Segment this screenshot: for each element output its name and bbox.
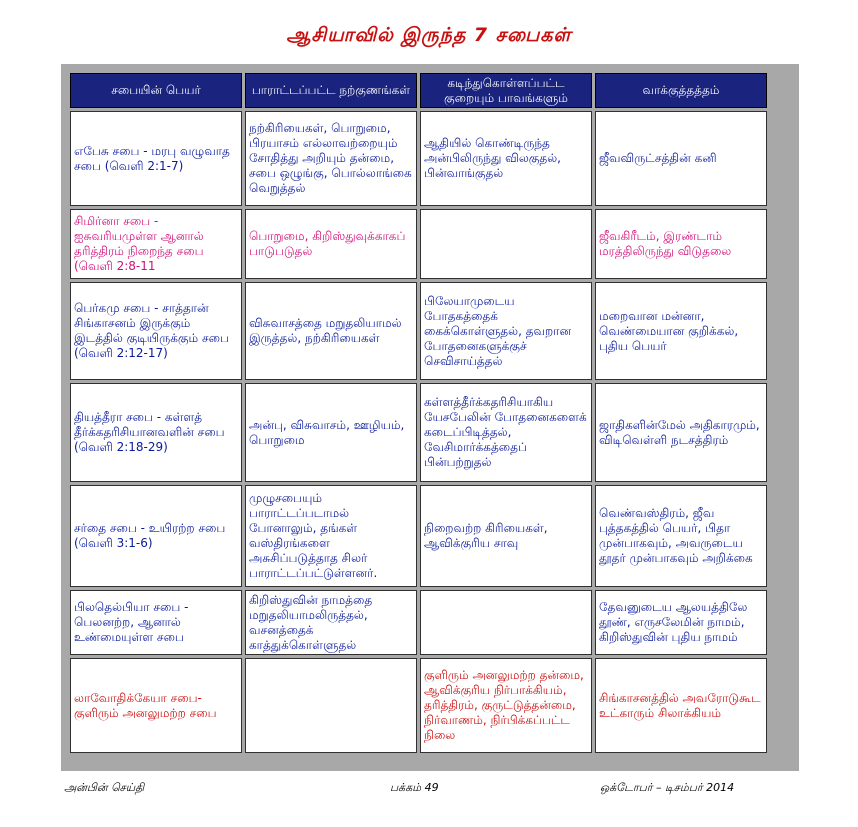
cell-promise: மறைவான மன்னா, வெண்மையான குறிக்கல், புதிய பெயர்: [595, 282, 767, 380]
cell-church-name: தியத்தீரா சபை - கள்ளத் தீர்க்கதரிசியானவளின் சபை (வெளி 2:18-29): [70, 383, 242, 482]
cell-praised: விசுவாசத்தை மறுதலியாமல் இருத்தல், நற்கிரியைகள்: [245, 282, 417, 380]
cell-rebuked: கள்ளத்தீர்க்கதரிசியாகிய யேசபேலின் போதனைகளைக் கடைப்பிடித்தல், வேசிமார்க்கத்தைப் பின்பற்றுதல்: [420, 383, 592, 482]
cell-church-name: சர்தை சபை - உயிரற்ற சபை (வெளி 3:1-6): [70, 485, 242, 587]
header-rebuked: கடிந்துகொள்ளப்பட்ட குறையும் பாவங்களும்: [420, 73, 592, 108]
cell-promise: சிங்காசனத்தில் அவரோடுகூட உட்காரும் சிலாக்கியம்: [595, 658, 767, 753]
cell-church-name: பெர்கமு சபை - சாத்தான் சிங்காசனம் இருக்கும் இடத்தில் குடியிருக்கும் சபை (வெளி 2:12-17): [70, 282, 242, 380]
table-row: [70, 485, 767, 587]
table-row: [70, 383, 767, 482]
cell-promise: ஜீவகிரீடம், இரண்டாம் மரத்திலிருந்து விடுதலை: [595, 209, 767, 279]
cell-promise: வெண்வஸ்திரம், ஜீவ புத்தகத்தில் பெயர், பிதா முன்பாகவும், அவருடைய தூதர் முன்பாகவும் அறிக்கை: [595, 485, 767, 587]
cell-praised: நற்கிரியைகள், பொறுமை, பிரயாசம் எல்லாவற்றையும் சோதித்து அறியும் தன்மை, சபை ஒழுங்கு, பொல்லாங்கை வெறுத்தல்: [245, 111, 417, 206]
header-church-name: சபையின் பெயர்: [70, 73, 242, 108]
cell-praised: அன்பு, விசுவாசம், ஊழியம், பொறுமை: [245, 383, 417, 482]
cell-praised: பொறுமை, கிறிஸ்துவுக்காகப் பாடுபடுதல்: [245, 209, 417, 279]
cell-promise: ஜீவவிருட்சத்தின் கனி: [595, 111, 767, 206]
cell-rebuked: [420, 209, 592, 279]
cell-church-name: பிலதெல்பியா சபை - பெலனற்ற, ஆனால் உண்மையுள்ள சபை: [70, 590, 242, 655]
table-row: [70, 658, 767, 753]
cell-rebuked: நிறைவற்ற கிரியைகள், ஆவிக்குரிய சாவு: [420, 485, 592, 587]
cell-rebuked: [420, 590, 592, 655]
table-row: [70, 590, 767, 655]
cell-promise: ஜாதிகளின்மேல் அதிகாரமும், விடிவெள்ளி நடசத்திரம்: [595, 383, 767, 482]
cell-church-name: எபேசு சபை - மரபு வழுவாத சபை (வெளி 2:1-7): [70, 111, 242, 206]
table-row: [70, 282, 767, 380]
cell-rebuked: பிலேயாமுடைய போதகத்தைக் கைக்கொள்ளுதல், தவறான போதனைகளுக்குச் செவிசாய்த்தல்: [420, 282, 592, 380]
footer-issue-date: ஒக்டோபர் – டிசம்பர் 2014: [600, 781, 735, 794]
cell-promise: தேவனுடைய ஆலயத்திலே தூண், எருசலேமின் நாமம், கிறிஸ்துவின் புதிய நாமம்: [595, 590, 767, 655]
cell-rebuked: குளிரும் அனலுமற்ற தன்மை, ஆவிக்குரிய நிர்பாக்கியம், தரித்திரம், குருட்டுத்தன்மை, நிர்வாணம், நிர்பிக்கப்பட்ட நிலை: [420, 658, 592, 753]
cell-church-name: லாவோதிக்கேயா சபை- குளிரும் அனலுமற்ற சபை: [70, 658, 242, 753]
page-title: ஆசியாவில் இருந்த 7 சபைகள்: [286, 24, 572, 46]
table-row: [70, 111, 767, 206]
footer-magazine-name: அன்பின் செய்தி: [64, 781, 145, 794]
cell-praised: முழுசபையும் பாராட்டப்படாமல் போனாலும், தங்கள் வஸ்திரங்களை அசுசிப்படுத்தாத சிலர் பாராட்டப்பட்டுள்ளனர்.: [245, 485, 417, 587]
cell-praised: கிறிஸ்துவின் நாமத்தை மறுதலியாமலிருத்தல், வசனத்தைக் காத்துக்கொள்ளுதல்: [245, 590, 417, 655]
cell-rebuked: ஆதியில் கொண்டிருந்த அன்பிலிருந்து விலகுதல், பின்வாங்குதல்: [420, 111, 592, 206]
cell-praised: [245, 658, 417, 753]
cell-church-name: சிமிர்னா சபை - ஐசுவரியமுள்ள ஆனால் தரித்திரம் நிறைந்த சபை (வெளி 2:8-11: [70, 209, 242, 279]
table-row: [70, 209, 767, 279]
churches-table: [67, 70, 770, 756]
header-praised: பாராட்டப்பட்ட நற்குணங்கள்: [245, 73, 417, 108]
header-promise: வாக்குத்தத்தம்: [595, 73, 767, 108]
footer-page-number: பக்கம் 49: [390, 781, 439, 794]
